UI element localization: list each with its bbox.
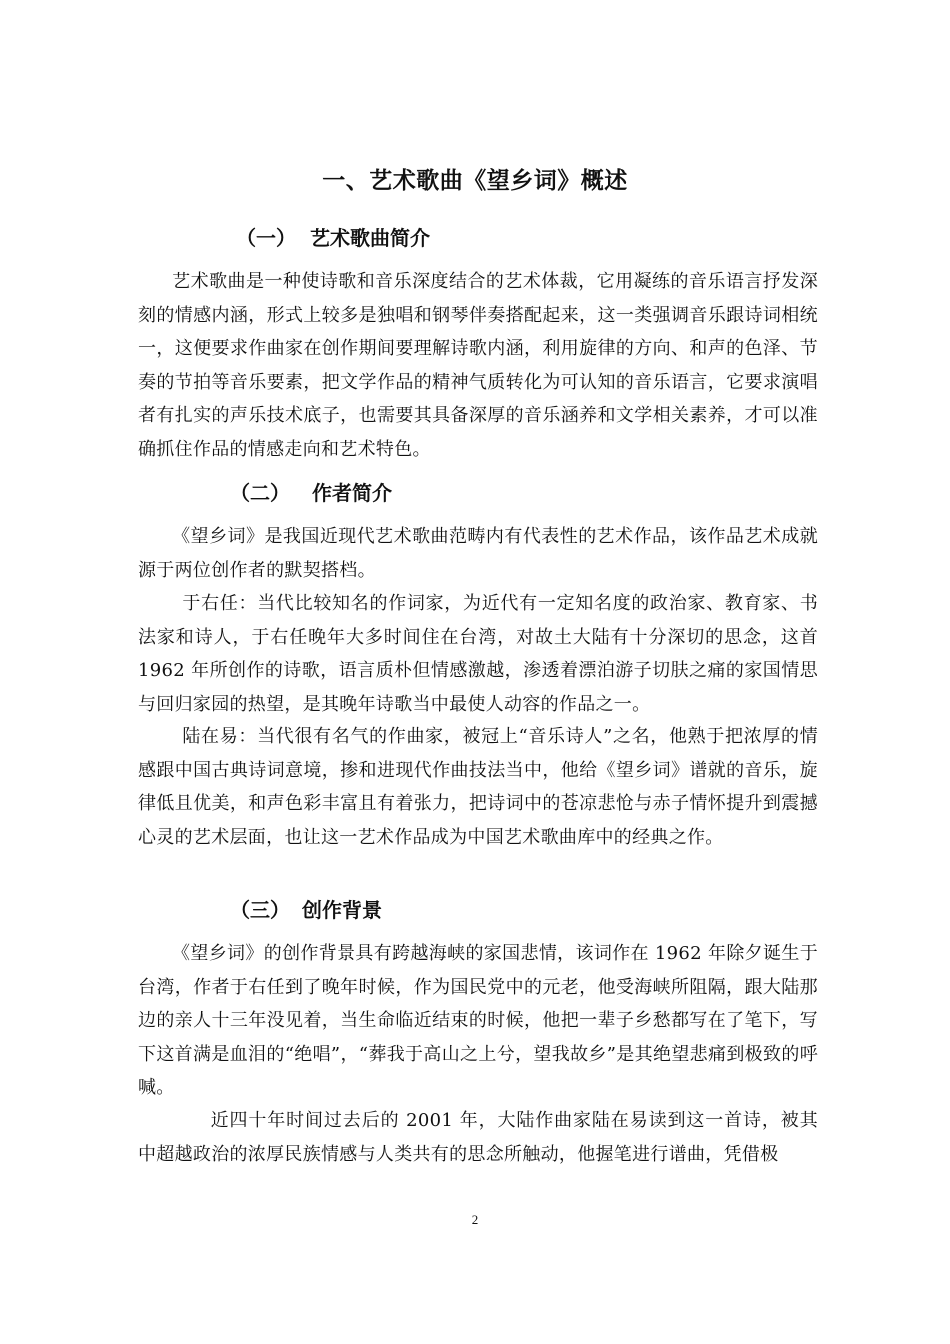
section-heading-1 [236, 223, 430, 253]
page-number: 2 [471, 1212, 479, 1227]
section-title: 创作背景 [302, 898, 382, 922]
page-title: 一、艺术歌曲《望乡词》概述 [322, 168, 628, 194]
section-heading-2 [230, 478, 392, 508]
section-number: （二） [230, 481, 290, 505]
paragraph-text: 近四十年时间过去后的 2001 年，大陆作曲家陆在易读到这一首诗，被其中超越政治的浓厚民族情感与人类共有的思念所触动，他握笔进行谱曲，凭借极 [138, 1110, 818, 1165]
section-number: （三） [230, 898, 290, 922]
paragraph [138, 1104, 818, 1171]
paragraph-text: 于右任：当代比较知名的作词家，为近代有一定知名度的政治家、教育家、书法家和诗人，于右任晚年大多时间住在台湾，对故土大陆有十分深切的思念，这首 1962 年所创作的诗歌，语言质朴但情感激越，渗透着漂泊游子切肤之痛的家国情思与回归家园的热望，是其晚年诗歌当中最使人动容的作品之一。 [138, 593, 818, 715]
paragraph-text: 陆在易：当代很有名气的作曲家，被冠上“音乐诗人”之名，他熟于把浓厚的情感跟中国古典诗词意境，掺和进现代作曲技法当中，他给《望乡词》谱就的音乐，旋律低且优美，和声色彩丰富且有着张力，把诗词中的苍凉悲怆与赤子情怀提升到震撼心灵的艺术层面，也让这一艺术作品成为中国艺术歌曲库中的经典之作。 [138, 726, 818, 848]
section-heading-3 [230, 895, 382, 925]
paragraph [138, 937, 818, 1105]
section-title: 艺术歌曲简介 [310, 226, 430, 250]
section-number: （一） [236, 226, 296, 250]
paragraph [138, 520, 818, 587]
paragraph-text: 《望乡词》是我国近现代艺术歌曲范畴内有代表性的艺术作品，该作品艺术成就源于两位创作者的默契搭档。 [138, 526, 818, 581]
paragraph [138, 720, 818, 854]
section-title: 作者简介 [312, 481, 392, 505]
paragraph [138, 265, 818, 466]
paragraph-text: 《望乡词》的创作背景具有跨越海峡的家国悲情，该词作在 1962 年除夕诞生于台湾，作者于右任到了晚年时候，作为国民党中的元老，他受海峡所阻隔，跟大陆那边的亲人十三年没见着，当生命临近结束的时候，他把一辈子乡愁都写在了笔下，写下这首满是血泪的“绝唱”，“葬我于高山之上兮，望我故乡”是其绝望悲痛到极致的呼喊。 [138, 943, 818, 1098]
paragraph-text: 艺术歌曲是一种使诗歌和音乐深度结合的艺术体裁，它用凝练的音乐语言抒发深刻的情感内涵，形式上较多是独唱和钢琴伴奏搭配起来，这一类强调音乐跟诗词相统一，这便要求作曲家在创作期间要理解诗歌内涵，利用旋律的方向、和声的色泽、节奏的节拍等音乐要素，把文学作品的精神气质转化为可认知的音乐语言，它要求演唱者有扎实的声乐技术底子，也需要其具备深厚的音乐涵养和文学相关素养，才可以准确抓住作品的情感走向和艺术特色。 [138, 271, 818, 460]
paragraph [138, 587, 818, 721]
